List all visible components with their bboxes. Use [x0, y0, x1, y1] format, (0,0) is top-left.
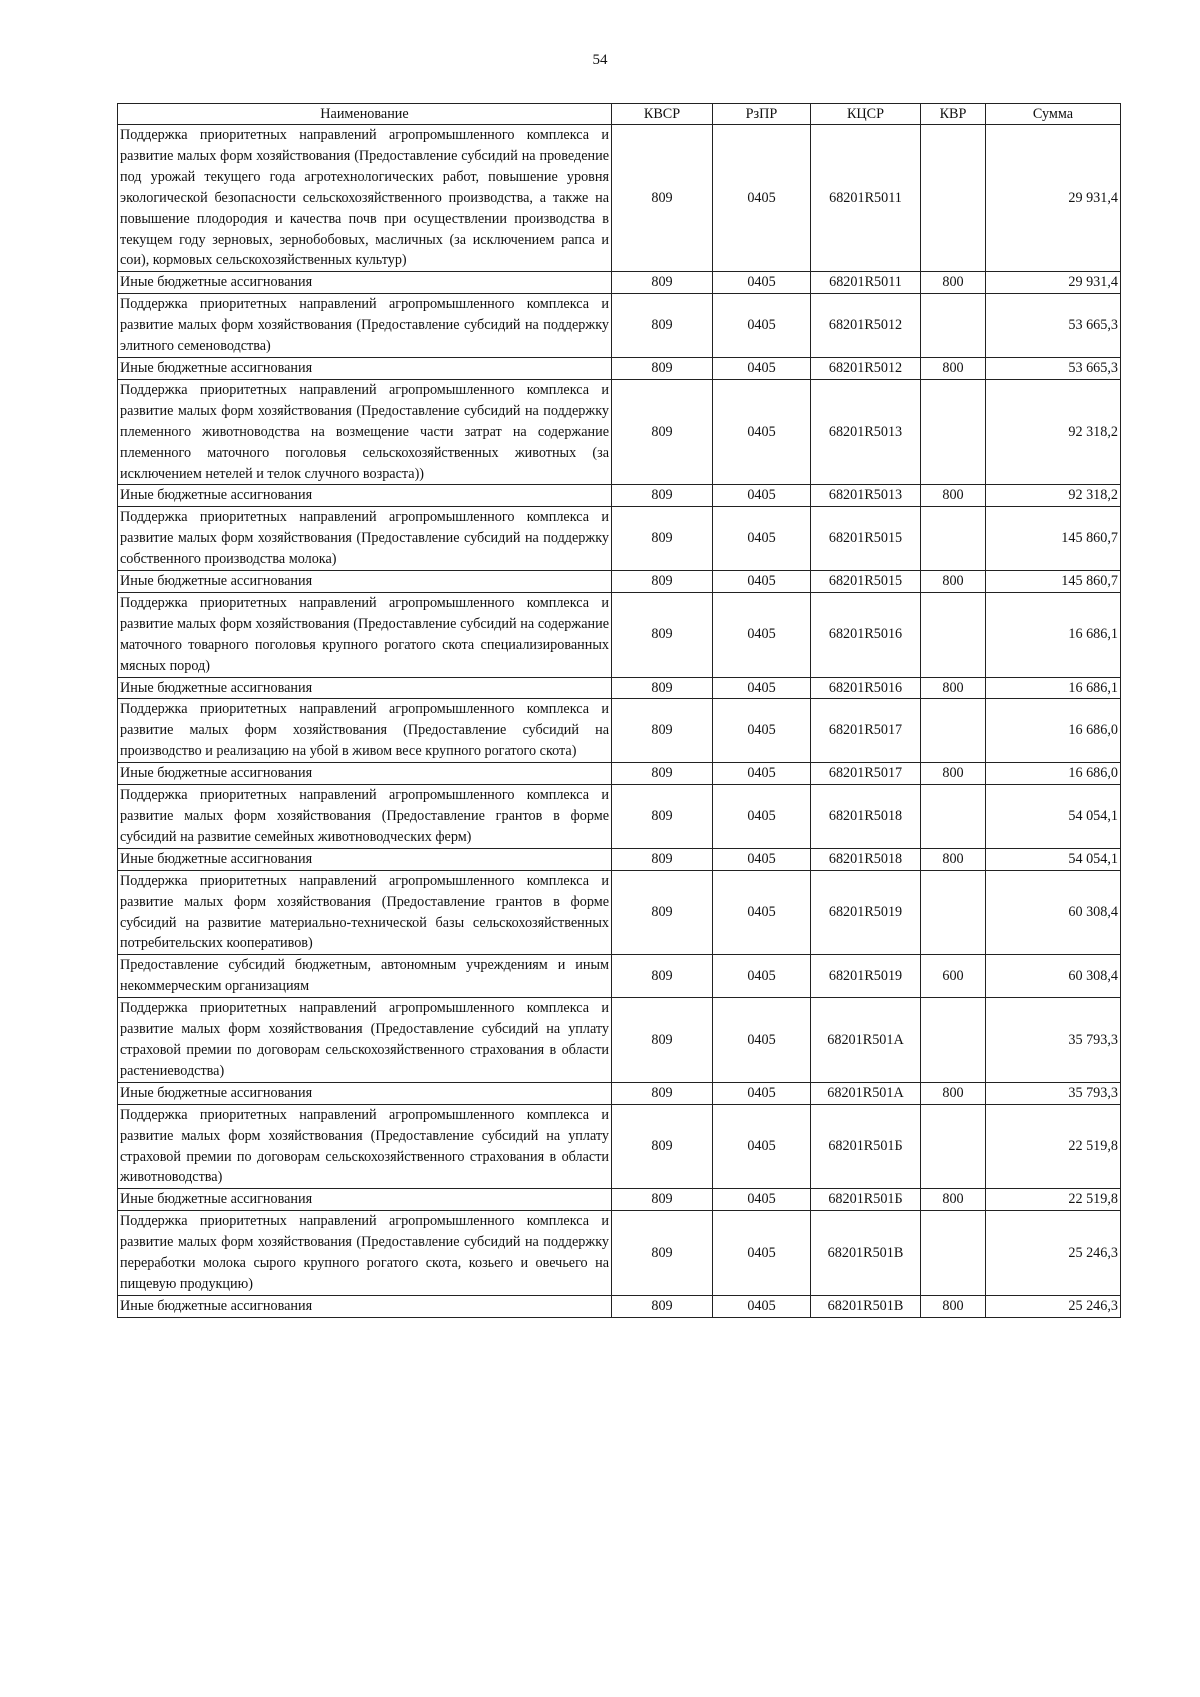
cell-name: Поддержка приоритетных направлений агропромышленного комплекса и развитие малых форм хозяйствования (Предоставление субсидий на уплату страховой премии по договорам сельскохозяйственного страхования в области растениеводства) — [118, 998, 612, 1083]
cell-rzpr: 0405 — [713, 1082, 811, 1104]
cell-sum: 60 308,4 — [986, 870, 1121, 955]
cell-kvr: 800 — [921, 571, 986, 593]
cell-rzpr: 0405 — [713, 379, 811, 485]
cell-name: Поддержка приоритетных направлений агропромышленного комплекса и развитие малых форм хозяйствования (Предоставление субсидий на производство и реализацию на убой в живом весе крупного рогатого скота) — [118, 699, 612, 763]
cell-kcsr: 68201R5013 — [811, 485, 921, 507]
cell-rzpr: 0405 — [713, 507, 811, 571]
cell-kcsr: 68201R5013 — [811, 379, 921, 485]
table-header-row — [118, 104, 1121, 125]
cell-kvsr: 809 — [612, 294, 713, 358]
cell-name: Поддержка приоритетных направлений агропромышленного комплекса и развитие малых форм хозяйствования (Предоставление субсидий на поддержку собственного производства молока) — [118, 507, 612, 571]
cell-sum: 22 519,8 — [986, 1189, 1121, 1211]
table-row — [118, 677, 1121, 699]
cell-name: Иные бюджетные ассигнования — [118, 485, 612, 507]
cell-rzpr: 0405 — [713, 1104, 811, 1189]
header-kcsr: КЦСР — [811, 104, 921, 125]
cell-kcsr: 68201R5016 — [811, 677, 921, 699]
cell-kvsr: 809 — [612, 677, 713, 699]
table-row — [118, 998, 1121, 1083]
cell-sum: 25 246,3 — [986, 1295, 1121, 1317]
cell-sum: 54 054,1 — [986, 785, 1121, 849]
table-row — [118, 272, 1121, 294]
cell-sum: 16 686,1 — [986, 677, 1121, 699]
cell-kvsr: 809 — [612, 485, 713, 507]
table-row — [118, 1104, 1121, 1189]
cell-kvr — [921, 699, 986, 763]
table-row — [118, 1082, 1121, 1104]
cell-rzpr: 0405 — [713, 1295, 811, 1317]
cell-rzpr: 0405 — [713, 272, 811, 294]
cell-sum: 16 686,1 — [986, 592, 1121, 677]
cell-name: Поддержка приоритетных направлений агропромышленного комплекса и развитие малых форм хозяйствования (Предоставление субсидий на содержание маточного товарного поголовья крупного рогатого скота специализированных мясных пород) — [118, 592, 612, 677]
cell-sum: 29 931,4 — [986, 125, 1121, 272]
cell-kvsr: 809 — [612, 870, 713, 955]
cell-sum: 22 519,8 — [986, 1104, 1121, 1189]
table-row — [118, 699, 1121, 763]
cell-sum: 54 054,1 — [986, 848, 1121, 870]
cell-kcsr: 68201R5012 — [811, 294, 921, 358]
cell-name: Иные бюджетные ассигнования — [118, 763, 612, 785]
cell-kcsr: 68201R5017 — [811, 763, 921, 785]
cell-rzpr: 0405 — [713, 1211, 811, 1296]
cell-name: Иные бюджетные ассигнования — [118, 677, 612, 699]
cell-kvsr: 809 — [612, 763, 713, 785]
cell-rzpr: 0405 — [713, 699, 811, 763]
cell-name: Иные бюджетные ассигнования — [118, 357, 612, 379]
cell-kvsr: 809 — [612, 379, 713, 485]
header-rzpr: РзПР — [713, 104, 811, 125]
cell-sum: 16 686,0 — [986, 763, 1121, 785]
cell-kcsr: 68201R5012 — [811, 357, 921, 379]
cell-name: Поддержка приоритетных направлений агропромышленного комплекса и развитие малых форм хозяйствования (Предоставление субсидий на уплату страховой премии по договорам сельскохозяйственного страхования в области животноводства) — [118, 1104, 612, 1189]
cell-kvr: 800 — [921, 848, 986, 870]
cell-kvr — [921, 125, 986, 272]
cell-kvr: 800 — [921, 272, 986, 294]
cell-kvsr: 809 — [612, 507, 713, 571]
header-kvsr: КВСР — [612, 104, 713, 125]
cell-rzpr: 0405 — [713, 357, 811, 379]
table-row — [118, 485, 1121, 507]
table-row — [118, 507, 1121, 571]
cell-rzpr: 0405 — [713, 870, 811, 955]
cell-kvr: 800 — [921, 763, 986, 785]
table-row — [118, 1211, 1121, 1296]
cell-sum: 92 318,2 — [986, 485, 1121, 507]
cell-rzpr: 0405 — [713, 955, 811, 998]
cell-sum: 145 860,7 — [986, 571, 1121, 593]
table-row — [118, 1295, 1121, 1317]
cell-sum: 53 665,3 — [986, 357, 1121, 379]
cell-kvsr: 809 — [612, 848, 713, 870]
cell-kvr: 800 — [921, 677, 986, 699]
cell-kvr: 800 — [921, 485, 986, 507]
cell-kvsr: 809 — [612, 1082, 713, 1104]
cell-name: Иные бюджетные ассигнования — [118, 1295, 612, 1317]
cell-kcsr: 68201R5015 — [811, 507, 921, 571]
cell-name: Поддержка приоритетных направлений агропромышленного комплекса и развитие малых форм хозяйствования (Предоставление субсидий на поддержку переработки молока сырого крупного рогатого скота, козьего и овечьего на пищевую продукцию) — [118, 1211, 612, 1296]
cell-kvsr: 809 — [612, 357, 713, 379]
cell-kvr — [921, 1211, 986, 1296]
cell-kvr — [921, 294, 986, 358]
cell-sum: 53 665,3 — [986, 294, 1121, 358]
cell-name: Поддержка приоритетных направлений агропромышленного комплекса и развитие малых форм хозяйствования (Предоставление грантов в форме субсидий на развитие семейных животноводческих ферм) — [118, 785, 612, 849]
cell-kcsr: 68201R5018 — [811, 785, 921, 849]
cell-kvsr: 809 — [612, 955, 713, 998]
cell-name: Поддержка приоритетных направлений агропромышленного комплекса и развитие малых форм хозяйствования (Предоставление субсидий на проведение под урожай текущего года агротехнологических работ, повышение уровня экологической безопасности сельскохозяйственного производства, а также на повышение плодородия и качества почв при осуществлении производства в текущем году зерновых, зернобобовых, масличных (за исключением рапса и сои), кормовых сельскохозяйственных культур) — [118, 125, 612, 272]
cell-rzpr: 0405 — [713, 1189, 811, 1211]
table-row — [118, 955, 1121, 998]
cell-sum: 29 931,4 — [986, 272, 1121, 294]
cell-kvsr: 809 — [612, 125, 713, 272]
cell-rzpr: 0405 — [713, 592, 811, 677]
table-row — [118, 870, 1121, 955]
table-row — [118, 763, 1121, 785]
table-row — [118, 785, 1121, 849]
cell-kcsr: 68201R501В — [811, 1295, 921, 1317]
table-row — [118, 571, 1121, 593]
cell-kcsr: 68201R5011 — [811, 272, 921, 294]
table-row — [118, 125, 1121, 272]
table-row — [118, 592, 1121, 677]
table-row — [118, 1189, 1121, 1211]
cell-rzpr: 0405 — [713, 125, 811, 272]
cell-kvr — [921, 998, 986, 1083]
header-sum: Сумма — [986, 104, 1121, 125]
cell-kcsr: 68201R501A — [811, 1082, 921, 1104]
cell-kcsr: 68201R5016 — [811, 592, 921, 677]
table-row — [118, 357, 1121, 379]
cell-rzpr: 0405 — [713, 763, 811, 785]
cell-kcsr: 68201R5015 — [811, 571, 921, 593]
cell-sum: 35 793,3 — [986, 998, 1121, 1083]
cell-kvr: 800 — [921, 1295, 986, 1317]
cell-kvr — [921, 1104, 986, 1189]
cell-name: Поддержка приоритетных направлений агропромышленного комплекса и развитие малых форм хозяйствования (Предоставление грантов в форме субсидий на развитие материально-технической базы сельскохозяйственных потребительских кооперативов) — [118, 870, 612, 955]
table-row — [118, 294, 1121, 358]
cell-kvr — [921, 870, 986, 955]
cell-rzpr: 0405 — [713, 785, 811, 849]
cell-kvsr: 809 — [612, 571, 713, 593]
cell-sum: 25 246,3 — [986, 1211, 1121, 1296]
budget-table — [117, 103, 1121, 1318]
cell-rzpr: 0405 — [713, 294, 811, 358]
cell-sum: 92 318,2 — [986, 379, 1121, 485]
cell-name: Иные бюджетные ассигнования — [118, 272, 612, 294]
cell-kcsr: 68201R501Б — [811, 1104, 921, 1189]
cell-kvr: 800 — [921, 1189, 986, 1211]
page-number: 54 — [592, 52, 608, 68]
cell-kvr — [921, 379, 986, 485]
cell-name: Предоставление субсидий бюджетным, автономным учреждениям и иным некоммерческим организациям — [118, 955, 612, 998]
cell-kvsr: 809 — [612, 1295, 713, 1317]
table-body — [118, 125, 1121, 1318]
cell-kcsr: 68201R501В — [811, 1211, 921, 1296]
cell-kvsr: 809 — [612, 1189, 713, 1211]
cell-name: Иные бюджетные ассигнования — [118, 1189, 612, 1211]
cell-kvsr: 809 — [612, 1211, 713, 1296]
cell-rzpr: 0405 — [713, 677, 811, 699]
table-row — [118, 379, 1121, 485]
cell-kcsr: 68201R5019 — [811, 870, 921, 955]
cell-sum: 35 793,3 — [986, 1082, 1121, 1104]
cell-kcsr: 68201R501A — [811, 998, 921, 1083]
cell-kcsr: 68201R5011 — [811, 125, 921, 272]
cell-kvsr: 809 — [612, 1104, 713, 1189]
cell-kvr: 600 — [921, 955, 986, 998]
cell-sum: 16 686,0 — [986, 699, 1121, 763]
header-name: Наименование — [118, 104, 612, 125]
cell-kcsr: 68201R501Б — [811, 1189, 921, 1211]
cell-kvr: 800 — [921, 1082, 986, 1104]
table-row — [118, 848, 1121, 870]
cell-kvsr: 809 — [612, 785, 713, 849]
cell-name: Поддержка приоритетных направлений агропромышленного комплекса и развитие малых форм хозяйствования (Предоставление субсидий на поддержку племенного животноводства на возмещение части затрат на содержание племенного маточного поголовья сельскохозяйственных животных (за исключением нетелей и телок случного возраста)) — [118, 379, 612, 485]
cell-kvr — [921, 592, 986, 677]
cell-kvsr: 809 — [612, 998, 713, 1083]
cell-sum: 145 860,7 — [986, 507, 1121, 571]
cell-kvsr: 809 — [612, 699, 713, 763]
cell-name: Иные бюджетные ассигнования — [118, 1082, 612, 1104]
cell-rzpr: 0405 — [713, 571, 811, 593]
cell-sum: 60 308,4 — [986, 955, 1121, 998]
cell-kvr — [921, 785, 986, 849]
cell-kcsr: 68201R5019 — [811, 955, 921, 998]
cell-name: Иные бюджетные ассигнования — [118, 571, 612, 593]
cell-kvsr: 809 — [612, 592, 713, 677]
cell-rzpr: 0405 — [713, 998, 811, 1083]
cell-rzpr: 0405 — [713, 485, 811, 507]
cell-kcsr: 68201R5018 — [811, 848, 921, 870]
cell-kvr — [921, 507, 986, 571]
cell-name: Иные бюджетные ассигнования — [118, 848, 612, 870]
cell-kvsr: 809 — [612, 272, 713, 294]
header-kvr: КВР — [921, 104, 986, 125]
cell-name: Поддержка приоритетных направлений агропромышленного комплекса и развитие малых форм хозяйствования (Предоставление субсидий на поддержку элитного семеноводства) — [118, 294, 612, 358]
cell-rzpr: 0405 — [713, 848, 811, 870]
cell-kcsr: 68201R5017 — [811, 699, 921, 763]
cell-kvr: 800 — [921, 357, 986, 379]
